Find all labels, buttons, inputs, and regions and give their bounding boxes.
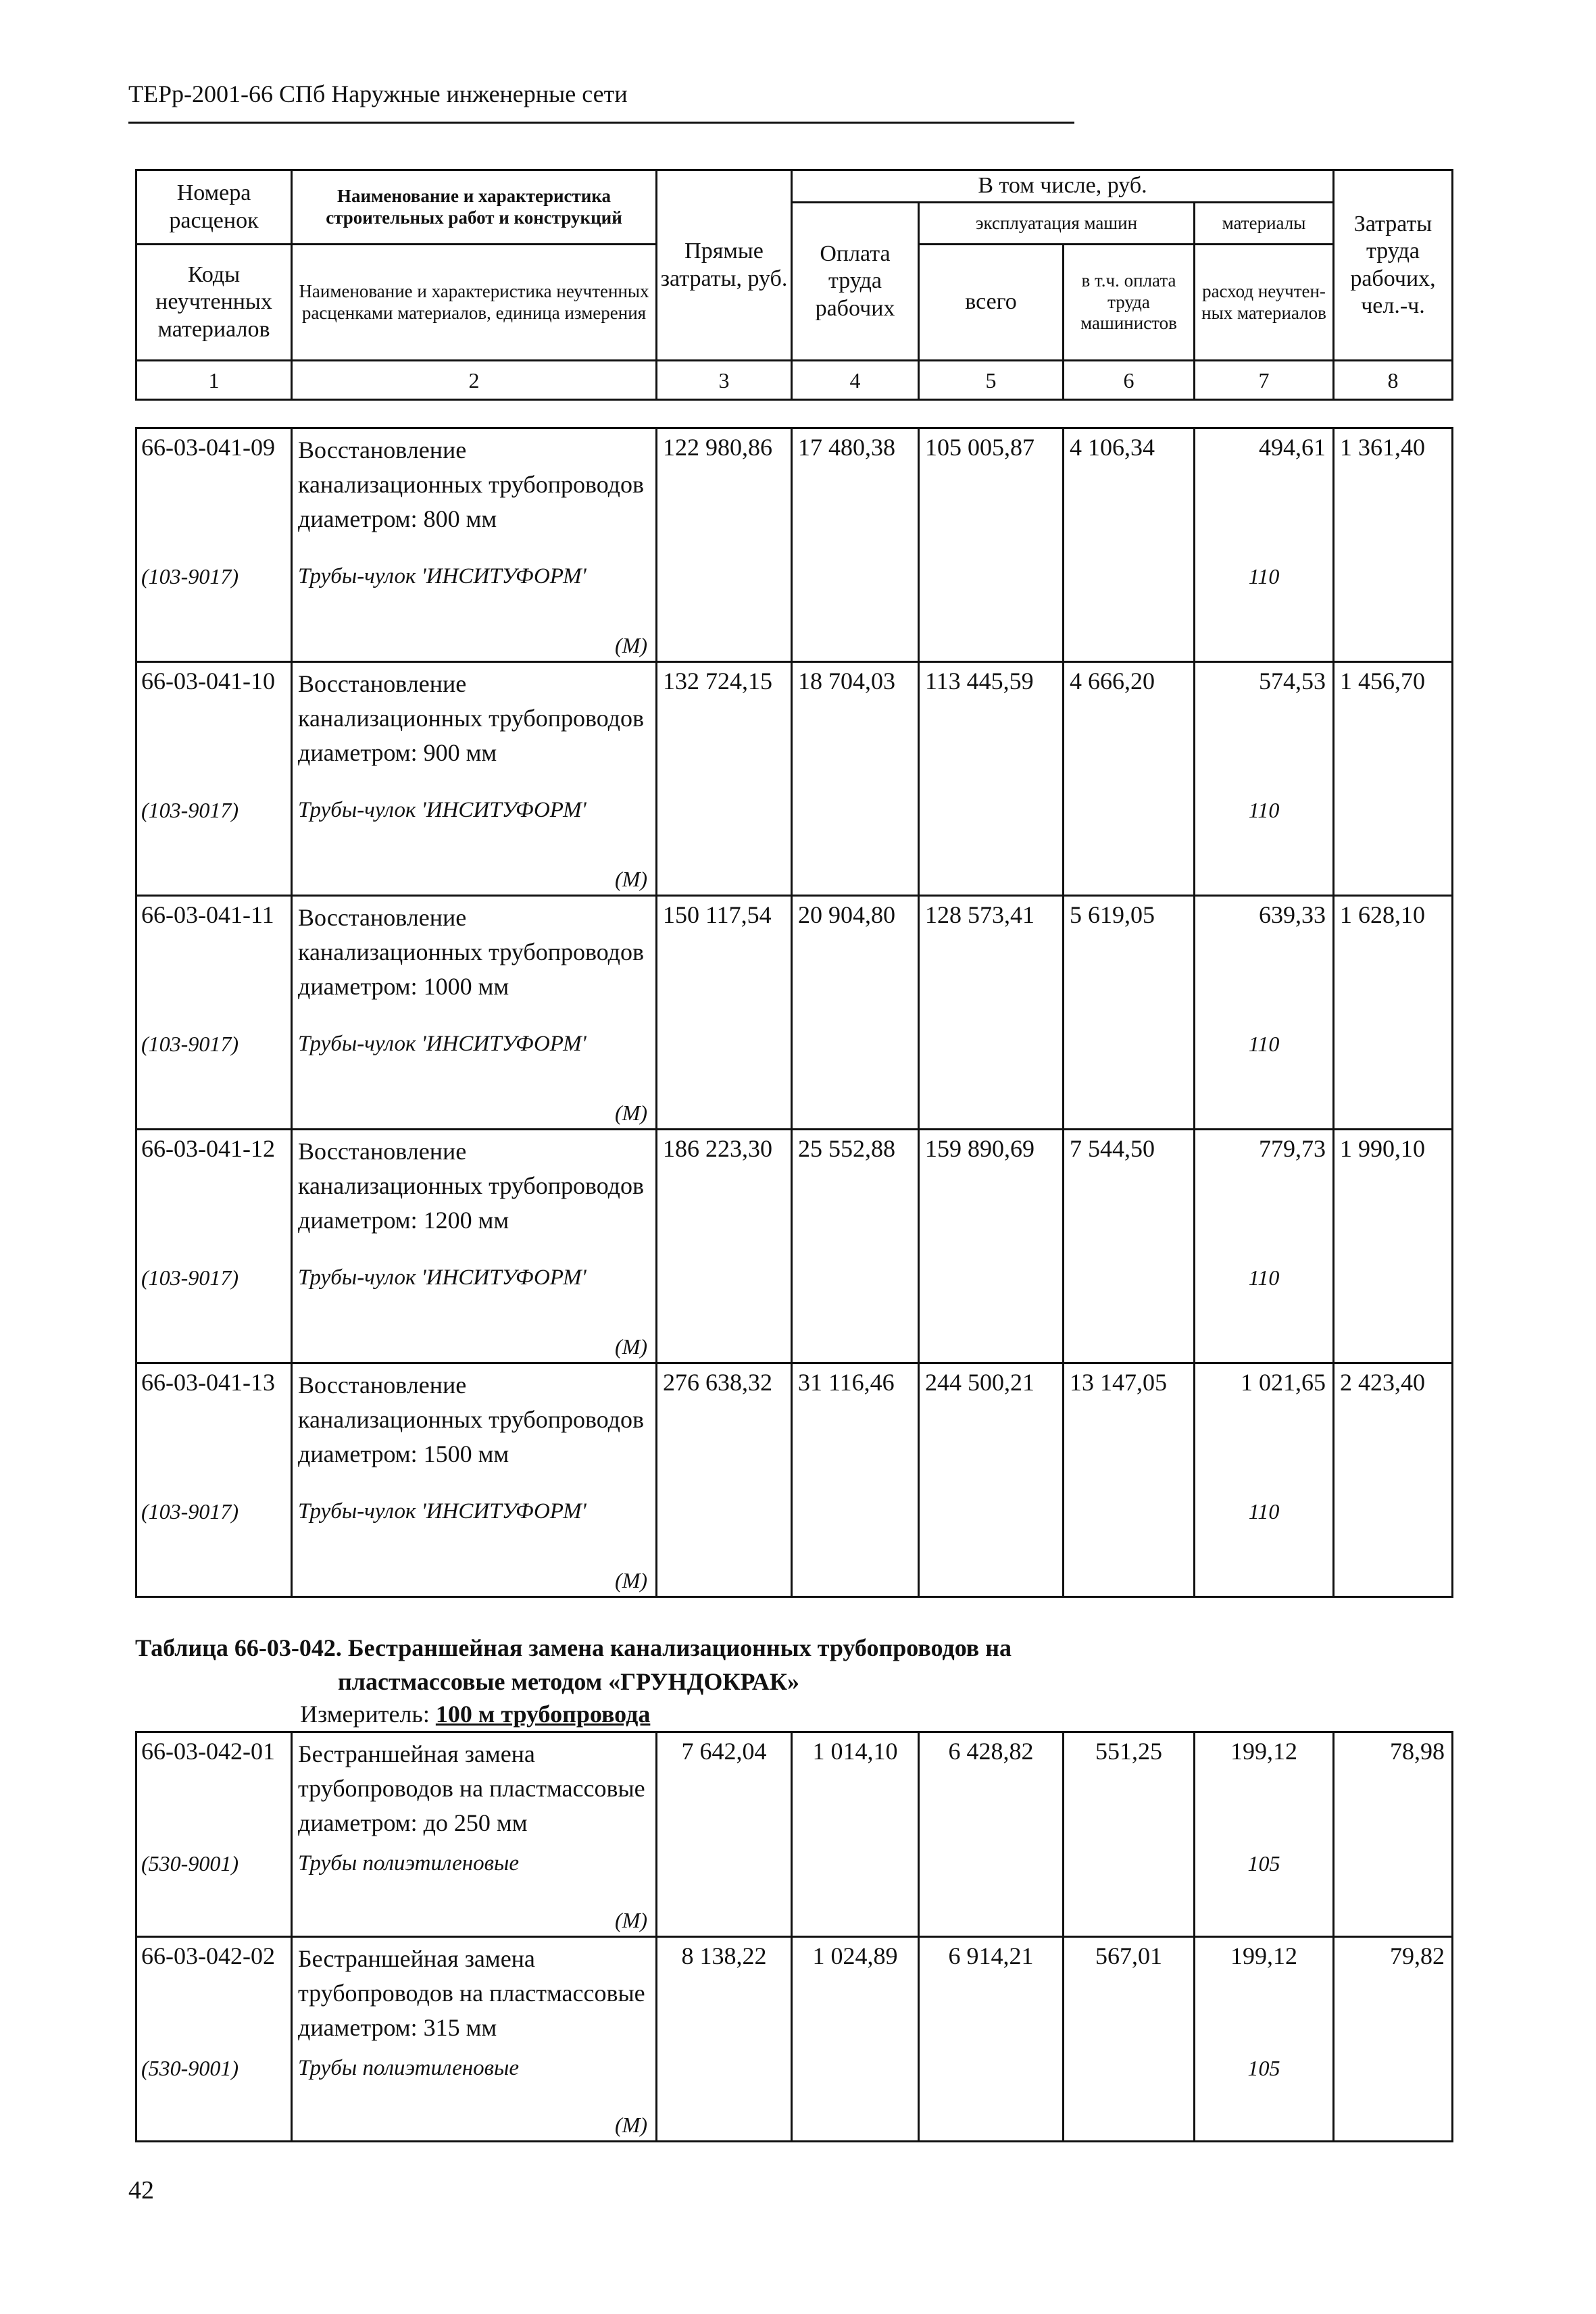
value-cell-labor bbox=[792, 1937, 919, 2142]
material-mark: (М) bbox=[615, 2113, 647, 2137]
material-name: Трубы полиэтиленовые bbox=[298, 2056, 520, 2080]
column-number-1: 1 bbox=[136, 361, 292, 400]
table-042-caption-line1: Таблица 66-03-042. Бестраншейная замена канализационных трубопроводов на bbox=[135, 1634, 1012, 1661]
value-cell-materials bbox=[1195, 896, 1334, 1130]
value-cell-direct bbox=[657, 1937, 792, 2142]
value-materials: 199,12 bbox=[1230, 1738, 1297, 1765]
value-cell-mach-total bbox=[919, 1363, 1064, 1597]
value-mach-labor: 551,25 bbox=[1095, 1738, 1162, 1765]
value-cell-materials bbox=[1195, 1130, 1334, 1363]
table-row bbox=[136, 1363, 1453, 1597]
material-quantity: 110 bbox=[1248, 564, 1280, 588]
value-direct: 132 724,15 bbox=[663, 668, 772, 695]
column-number-6: 6 bbox=[1064, 361, 1195, 400]
rate-code: 66-03-041-13 bbox=[141, 1369, 275, 1396]
value-cell-direct bbox=[657, 428, 792, 662]
material-code: (103-9017) bbox=[141, 798, 239, 822]
material-name: Трубы-чулок 'ИНСИТУФОРМ' bbox=[298, 1265, 587, 1290]
value-labor-hours: 1 456,70 bbox=[1340, 668, 1425, 695]
value-labor: 25 552,88 bbox=[798, 1135, 895, 1162]
material-name: Трубы-чулок 'ИНСИТУФОРМ' bbox=[298, 1499, 587, 1524]
value-labor: 1 024,89 bbox=[812, 1942, 898, 1969]
header-material-codes: Коды неучтенных материалов bbox=[136, 245, 292, 361]
value-cell-labor-hours bbox=[1334, 662, 1453, 896]
material-mark: (М) bbox=[615, 1101, 647, 1125]
rate-code: 66-03-042-01 bbox=[141, 1738, 275, 1765]
value-cell-direct bbox=[657, 1130, 792, 1363]
table-row bbox=[136, 1937, 1453, 2142]
header-rate-numbers: Номера расценок bbox=[136, 170, 292, 245]
work-name-cell bbox=[292, 662, 657, 896]
material-code: (103-9017) bbox=[141, 1265, 239, 1290]
value-mach-total: 113 445,59 bbox=[925, 668, 1034, 695]
header-labor-hours: Затраты труда рабочих, чел.-ч. bbox=[1334, 170, 1453, 361]
rate-code: 66-03-041-12 bbox=[141, 1135, 275, 1162]
value-labor-hours: 1 628,10 bbox=[1340, 901, 1425, 928]
value-mach-labor: 7 544,50 bbox=[1070, 1135, 1155, 1162]
value-cell-labor bbox=[792, 896, 919, 1130]
value-cell-labor bbox=[792, 428, 919, 662]
rate-code: 66-03-042-02 bbox=[141, 1942, 275, 1969]
header-direct-costs: Прямые затраты, руб. bbox=[657, 170, 792, 361]
value-labor-hours: 78,98 bbox=[1390, 1738, 1445, 1765]
value-cell-mach-labor bbox=[1064, 1363, 1195, 1597]
rate-code-cell bbox=[136, 1732, 292, 1937]
rate-code: 66-03-041-10 bbox=[141, 668, 275, 695]
rate-code-cell bbox=[136, 1937, 292, 2142]
document-header-title: ТЕРр-2001-66 СПб Наружные инженерные сети bbox=[128, 80, 628, 107]
value-direct: 122 980,86 bbox=[663, 434, 772, 461]
value-cell-labor bbox=[792, 1363, 919, 1597]
material-mark: (М) bbox=[615, 867, 647, 891]
value-materials: 494,61 bbox=[1259, 434, 1326, 461]
value-cell-mach-total bbox=[919, 428, 1064, 662]
value-direct: 7 642,04 bbox=[681, 1738, 767, 1765]
value-cell-materials bbox=[1195, 1363, 1334, 1597]
work-name: Бестраншейная замена трубопроводов на пластмассовые диаметром: до 250 мм bbox=[298, 1740, 645, 1836]
value-cell-mach-labor bbox=[1064, 1732, 1195, 1937]
value-labor: 17 480,38 bbox=[798, 434, 895, 461]
material-quantity: 110 bbox=[1248, 1032, 1280, 1056]
value-cell-direct bbox=[657, 1732, 792, 1937]
table-row bbox=[136, 896, 1453, 1130]
material-name: Трубы полиэтиленовые bbox=[298, 1851, 520, 1876]
value-mach-total: 6 428,82 bbox=[948, 1738, 1034, 1765]
value-cell-labor-hours bbox=[1334, 896, 1453, 1130]
rate-code-cell bbox=[136, 662, 292, 896]
header-material-names: Наименование и характеристика неучтенных расценками материалов, единица измерения bbox=[292, 245, 657, 361]
value-mach-total: 128 573,41 bbox=[925, 901, 1034, 928]
header-including-group: В том числе, руб. bbox=[792, 170, 1334, 203]
header-machines-total: всего bbox=[919, 245, 1064, 361]
header-divider bbox=[128, 122, 1074, 124]
material-quantity: 110 bbox=[1248, 798, 1280, 822]
rates-table-041 bbox=[135, 427, 1453, 1598]
value-mach-labor: 5 619,05 bbox=[1070, 901, 1155, 928]
value-cell-direct bbox=[657, 1363, 792, 1597]
value-labor: 31 116,46 bbox=[798, 1369, 895, 1396]
rate-code: 66-03-041-09 bbox=[141, 434, 275, 461]
material-mark: (М) bbox=[615, 633, 647, 657]
material-mark: (М) bbox=[615, 1568, 647, 1592]
value-cell-labor-hours bbox=[1334, 1363, 1453, 1597]
value-cell-labor-hours bbox=[1334, 1732, 1453, 1937]
material-quantity: 110 bbox=[1248, 1499, 1280, 1524]
material-name: Трубы-чулок 'ИНСИТУФОРМ' bbox=[298, 1032, 587, 1056]
value-mach-labor: 4 666,20 bbox=[1070, 668, 1155, 695]
unit-value: 100 м трубопровода bbox=[435, 1701, 651, 1728]
value-cell-labor bbox=[792, 662, 919, 896]
header-work-name: Наименование и характеристика строительных работ и конструкций bbox=[292, 170, 657, 245]
work-name: Восстановление канализационных трубопроводов диаметром: 1000 мм bbox=[298, 904, 644, 1000]
material-code: (103-9017) bbox=[141, 1032, 239, 1056]
material-mark: (М) bbox=[615, 1334, 647, 1359]
value-mach-total: 244 500,21 bbox=[925, 1369, 1034, 1396]
material-code: (103-9017) bbox=[141, 564, 239, 588]
value-cell-direct bbox=[657, 896, 792, 1130]
table-row bbox=[136, 1732, 1453, 1937]
header-materials: материалы bbox=[1195, 203, 1334, 245]
table-row bbox=[136, 1130, 1453, 1363]
value-labor-hours: 1 990,10 bbox=[1340, 1135, 1425, 1162]
rate-code-cell bbox=[136, 428, 292, 662]
material-quantity: 110 bbox=[1248, 1265, 1280, 1290]
work-name: Восстановление канализационных трубопроводов диаметром: 1200 мм bbox=[298, 1138, 644, 1234]
work-name-cell bbox=[292, 428, 657, 662]
value-labor: 18 704,03 bbox=[798, 668, 895, 695]
table-042-caption-line2: пластмассовые методом «ГРУНДОКРАК» bbox=[338, 1668, 799, 1695]
header-labor-pay: Оплата труда рабочих bbox=[792, 203, 919, 361]
value-cell-mach-total bbox=[919, 1937, 1064, 2142]
value-labor: 20 904,80 bbox=[798, 901, 895, 928]
value-cell-materials bbox=[1195, 428, 1334, 662]
value-cell-mach-labor bbox=[1064, 896, 1195, 1130]
value-cell-materials bbox=[1195, 1732, 1334, 1937]
value-materials: 199,12 bbox=[1230, 1942, 1297, 1969]
material-code: (530-9001) bbox=[141, 2056, 239, 2080]
value-cell-mach-total bbox=[919, 662, 1064, 896]
page-number: 42 bbox=[128, 2176, 154, 2205]
column-number-5: 5 bbox=[919, 361, 1064, 400]
value-direct: 8 138,22 bbox=[681, 1942, 767, 1969]
column-number-2: 2 bbox=[292, 361, 657, 400]
value-mach-labor: 4 106,34 bbox=[1070, 434, 1155, 461]
value-cell-mach-total bbox=[919, 896, 1064, 1130]
table-row bbox=[136, 662, 1453, 896]
value-direct: 186 223,30 bbox=[663, 1135, 772, 1162]
value-labor-hours: 2 423,40 bbox=[1340, 1369, 1425, 1396]
work-name-cell bbox=[292, 1937, 657, 2142]
rate-code-cell bbox=[136, 1363, 292, 1597]
value-cell-mach-labor bbox=[1064, 1937, 1195, 2142]
value-cell-mach-labor bbox=[1064, 428, 1195, 662]
work-name: Восстановление канализационных трубопроводов диаметром: 800 мм bbox=[298, 436, 644, 532]
column-number-4: 4 bbox=[792, 361, 919, 400]
value-cell-labor bbox=[792, 1732, 919, 1937]
value-cell-mach-labor bbox=[1064, 1130, 1195, 1363]
material-quantity: 105 bbox=[1247, 1851, 1280, 1876]
work-name-cell bbox=[292, 1130, 657, 1363]
value-direct: 150 117,54 bbox=[663, 901, 772, 928]
value-labor-hours: 79,82 bbox=[1390, 1942, 1445, 1969]
value-mach-total: 6 914,21 bbox=[948, 1942, 1034, 1969]
value-labor: 1 014,10 bbox=[812, 1738, 898, 1765]
value-cell-mach-total bbox=[919, 1130, 1064, 1363]
material-name: Трубы-чулок 'ИНСИТУФОРМ' bbox=[298, 564, 587, 588]
value-labor-hours: 1 361,40 bbox=[1340, 434, 1425, 461]
material-quantity: 105 bbox=[1247, 2056, 1280, 2080]
value-cell-direct bbox=[657, 662, 792, 896]
value-mach-total: 105 005,87 bbox=[925, 434, 1034, 461]
header-machinist-pay: в т.ч. оплата труда машинистов bbox=[1064, 245, 1195, 361]
value-cell-materials bbox=[1195, 662, 1334, 896]
material-mark: (М) bbox=[615, 1908, 647, 1932]
value-materials: 1 021,65 bbox=[1241, 1369, 1326, 1396]
work-name-cell bbox=[292, 1363, 657, 1597]
column-header-table bbox=[135, 169, 1453, 401]
column-number-3: 3 bbox=[657, 361, 792, 400]
rate-code-cell bbox=[136, 1130, 292, 1363]
header-machine-operation: эксплуатация машин bbox=[919, 203, 1195, 245]
column-number-8: 8 bbox=[1334, 361, 1453, 400]
value-direct: 276 638,32 bbox=[663, 1369, 772, 1396]
value-cell-labor-hours bbox=[1334, 1130, 1453, 1363]
value-cell-materials bbox=[1195, 1937, 1334, 2142]
work-name-cell bbox=[292, 896, 657, 1130]
header-material-consumption: расход неучтен-ных материалов bbox=[1195, 245, 1334, 361]
rates-table-042 bbox=[135, 1731, 1453, 2142]
value-mach-labor: 567,01 bbox=[1095, 1942, 1162, 1969]
value-mach-labor: 13 147,05 bbox=[1070, 1369, 1167, 1396]
work-name: Бестраншейная замена трубопроводов на пластмассовые диаметром: 315 мм bbox=[298, 1945, 645, 2041]
table-row bbox=[136, 428, 1453, 662]
value-materials: 574,53 bbox=[1259, 668, 1326, 695]
unit-label: Измеритель: bbox=[300, 1701, 430, 1728]
work-name: Восстановление канализационных трубопроводов диаметром: 900 мм bbox=[298, 670, 644, 766]
value-cell-labor-hours bbox=[1334, 1937, 1453, 2142]
table-042-unit bbox=[300, 1700, 650, 1728]
column-number-row bbox=[136, 361, 1453, 400]
value-mach-total: 159 890,69 bbox=[925, 1135, 1034, 1162]
work-name: Восстановление канализационных трубопроводов диаметром: 1500 мм bbox=[298, 1372, 644, 1467]
work-name-cell bbox=[292, 1732, 657, 1937]
material-code: (103-9017) bbox=[141, 1499, 239, 1524]
rate-code-cell bbox=[136, 896, 292, 1130]
value-materials: 639,33 bbox=[1259, 901, 1326, 928]
value-materials: 779,73 bbox=[1259, 1135, 1326, 1162]
value-cell-mach-labor bbox=[1064, 662, 1195, 896]
material-code: (530-9001) bbox=[141, 1851, 239, 1876]
column-number-7: 7 bbox=[1195, 361, 1334, 400]
value-cell-mach-total bbox=[919, 1732, 1064, 1937]
value-cell-labor-hours bbox=[1334, 428, 1453, 662]
material-name: Трубы-чулок 'ИНСИТУФОРМ' bbox=[298, 798, 587, 822]
value-cell-labor bbox=[792, 1130, 919, 1363]
rate-code: 66-03-041-11 bbox=[141, 901, 274, 928]
